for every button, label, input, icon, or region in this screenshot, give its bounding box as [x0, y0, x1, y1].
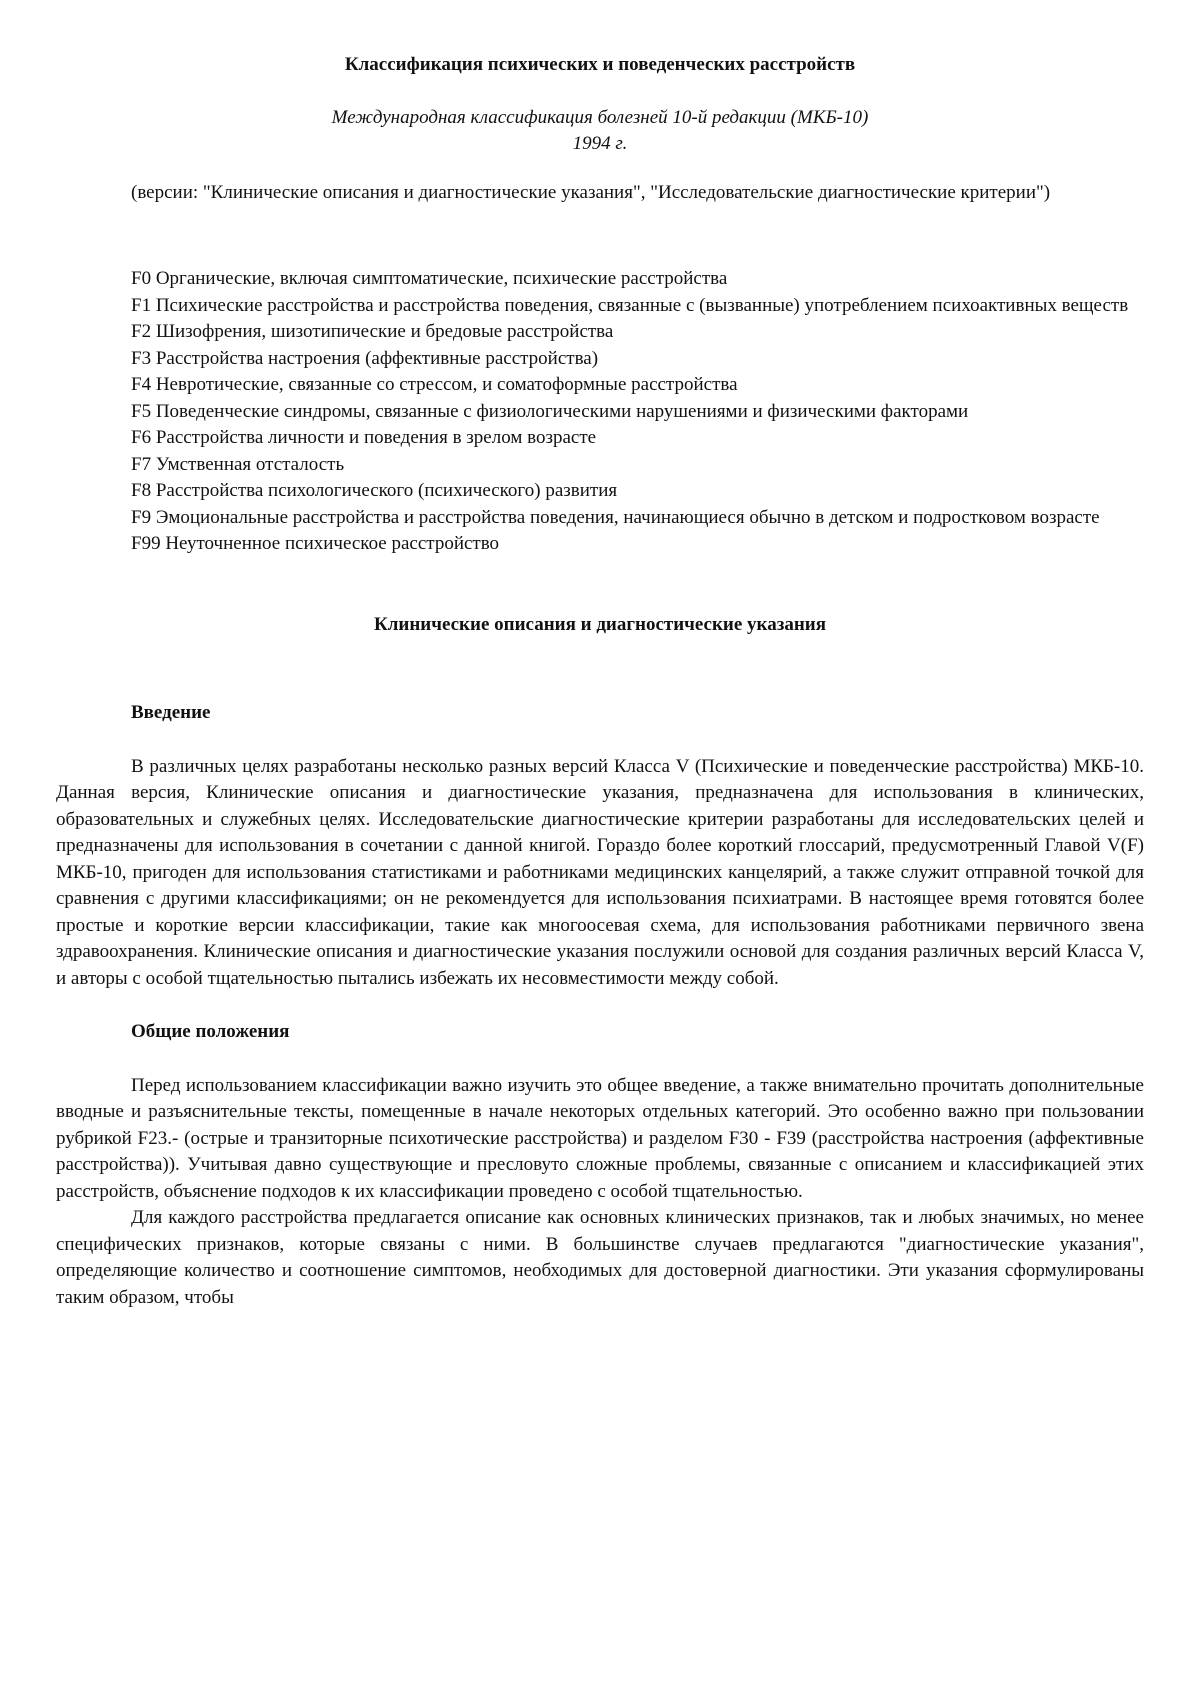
category-list [56, 266, 1144, 558]
intro-paragraph: В различных целях разработаны несколько разных версий Класса V (Психические и поведенческие расстройства) МКБ-10. Данная версия, Клинические описания и диагностические указания, предназначена для использования в клинических, образовательных и служебных целях. Исследовательские диагностические критерии разработаны для исследовательских целей и предназначены для использования в сочетании с данной книгой. Гораздо более короткий глоссарий, предусмотренный Главой V(F) МКБ-10, пригоден для использования статистиками и работниками медицинских канцелярий, а также служит отправной точкой для сравнения с другими классификациями; он не рекомендуется для использования психиатрами. В настоящее время готовятся более простые и короткие версии классификации, такие как многоосевая схема, для использования работниками первичного звена здравоохранения. Клинические описания и диагностические указания послужили основой для создания различных версий Класса V, и авторы с особой тщательностью пытались избежать их несовместимости между собой. [56, 755, 1144, 989]
general-paragraph: Для каждого расстройства предлагается описание как основных клинических признаков, так и любых значимых, но менее специфических признаков, которые связаны с ними. В большинстве случаев предлагаются "диагностические указания", определяющие количество и соотношение симптомов, необходимых для достоверной диагностики. Эти указания сформулированы таким образом, чтобы [56, 1207, 1144, 1308]
document-year: 1994 г. [572, 133, 628, 154]
category-item: F99 Неуточненное психическое расстройство [131, 533, 500, 554]
category-item: F2 Шизофрения, шизотипические и бредовые расстройства [131, 321, 614, 342]
category-item: F9 Эмоциональные расстройства и расстройства поведения, начинающиеся обычно в детском и подростковом возрасте [131, 506, 1100, 528]
category-item: F3 Расстройства настроения (аффективные расстройства) [131, 347, 599, 369]
category-item: F5 Поведенческие синдромы, связанные с физиологическими нарушениями и физическими факторами [131, 400, 969, 422]
general-paragraph: Перед использованием классификации важно изучить это общее введение, а также внимательно прочитать дополнительные вводные и разъяснительные тексты, помещенные в начале некоторых отдельных категорий. Это особенно важно при пользовании рубрикой F23.- (острые и транзиторные психотические расстройства) и разделом F30 - F39 (расстройства настроения (аффективные расстройства)). Учитывая давно существующие и пресловуто сложные проблемы, связанные с описанием и классификацией этих расстройств, объяснение подходов к их классификации проведено с особой тщательностью. [56, 1074, 1144, 1202]
category-item: F8 Расстройства психологического (психического) развития [131, 480, 618, 501]
category-item: F0 Органические, включая симптоматические, психические расстройства [131, 268, 728, 289]
category-item: F7 Умственная отсталость [131, 453, 345, 475]
category-item: F4 Невротические, связанные со стрессом, и соматоформные расстройства [131, 374, 738, 395]
versions-note: (версии: "Клинические описания и диагностические указания", "Исследовательские диагностические критерии") [131, 181, 1051, 203]
category-item: F6 Расстройства личности и поведения в зрелом возрасте [131, 427, 597, 448]
intro-heading: Введение [131, 702, 211, 723]
document-subtitle: Международная классификация болезней 10-й редакции (МКБ-10) [331, 106, 869, 128]
section-title: Клинические описания и диагностические указания [373, 613, 827, 635]
general-heading: Общие положения [131, 1021, 290, 1042]
document-title: Классификация психических и поведенческих расстройств [344, 54, 856, 75]
category-item: F1 Психические расстройства и расстройства поведения, связанные с (вызванные) употреблением психоактивных веществ [131, 294, 1129, 316]
